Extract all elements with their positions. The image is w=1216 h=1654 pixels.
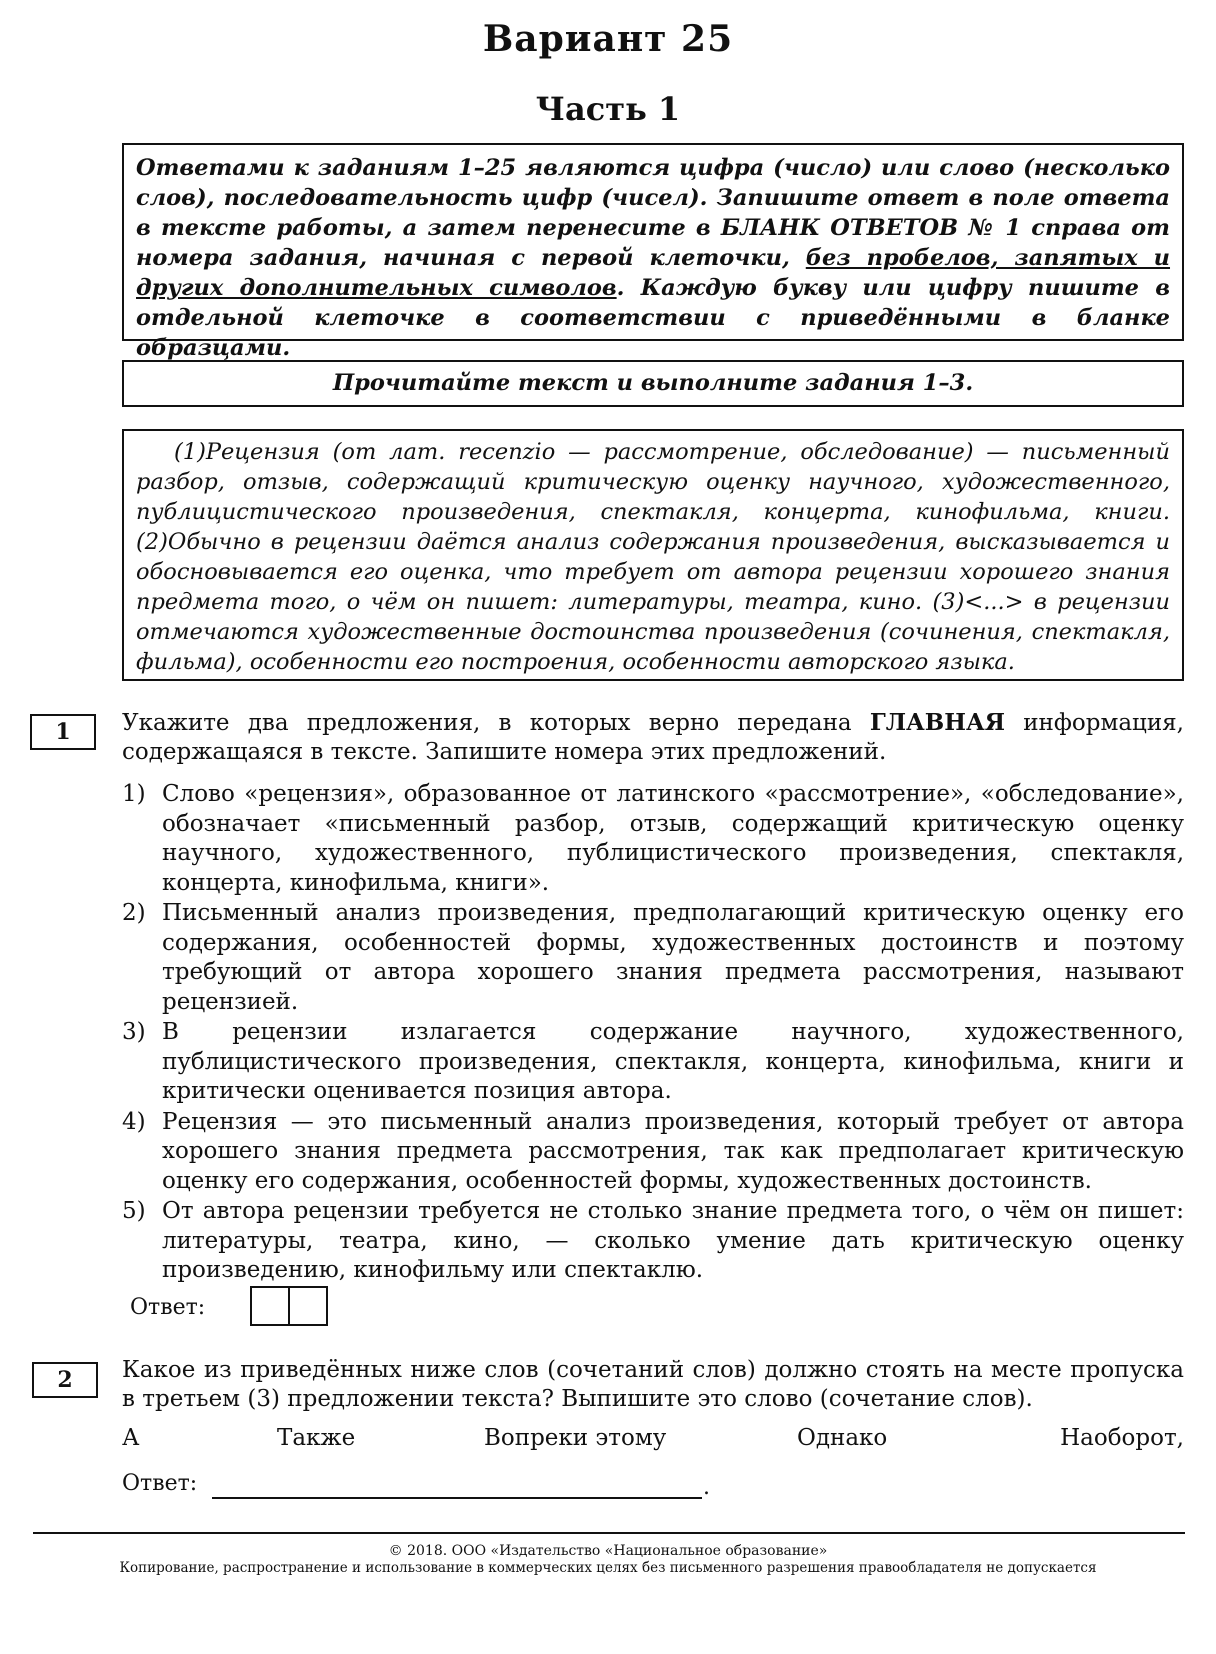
task-1-options	[122, 780, 1184, 1287]
task-1-option	[122, 1018, 1184, 1107]
option-number: 5)	[122, 1198, 146, 1224]
option-text: Слово «рецензия», образованное от латинского «рассмотрение», «обследование», обозначает «письменный разбор, отзыв, содержащий критическую оценку научного, художественного, публицистического произведения, спектакля, концерта, кинофильма, книги».	[162, 781, 1184, 896]
task-2-answer-end: .	[703, 1475, 710, 1500]
footer-divider	[33, 1532, 1185, 1534]
task-2-option: Вопреки этому	[484, 1425, 667, 1451]
task-2-number: 2	[32, 1362, 98, 1398]
part-title: Часть 1	[535, 90, 681, 128]
footer-notice: Копирование, распространение и использование в коммерческих целях без письменного разрешения правообладателя не допускается	[119, 1560, 1097, 1576]
task-1-option	[122, 1197, 1184, 1286]
task-2-option: Также	[277, 1425, 356, 1451]
task-1-prompt-end: информация, содержащаяся в тексте. Запишите номера этих предложений.	[122, 710, 1184, 765]
task-1-answer-label: Ответ:	[130, 1295, 206, 1320]
footer-copyright: © 2018. ООО «Издательство «Национальное образование»	[388, 1543, 828, 1559]
task-2-answer-label: Ответ:	[122, 1471, 198, 1496]
source-text-box	[122, 429, 1184, 681]
task-2-options	[122, 1425, 1184, 1457]
task-1-option	[122, 899, 1184, 1017]
task-1-prompt-start: Укажите два предложения, в которых верно передана	[122, 710, 870, 736]
option-number: 2)	[122, 900, 146, 926]
option-number: 3)	[122, 1019, 146, 1045]
option-number: 1)	[122, 781, 146, 807]
source-text: (1)Рецензия (от лат. recenzio — рассмотрение, обследование) — письменный разбор, отзыв, содержащий критическую оценку научного, художественного, публицистического произведения, спектакля, концерта, кинофильма, книги. (2)Обычно в рецензии даётся анализ содержания произведения, высказывается и обосновывается его оценка, что требует от автора рецензии хорошего знания предмета того, о чём он пишет: литературы, театра, кино. (3)<...> в рецензии отмечаются художественные достоинства произведения (сочинения, спектакля, фильма), особенности его построения, особенности авторского языка.	[136, 439, 1170, 675]
instructions-box	[122, 143, 1184, 361]
task-1-answer-cells[interactable]	[250, 1286, 330, 1326]
instructions-text-end: . Каждую букву или цифру пишите в отдельной клеточке в соответствии с приведёнными в бланке образцами.	[136, 275, 1170, 361]
read-prompt: Прочитайте текст и выполните задания 1–3.	[332, 370, 974, 396]
instructions-underlined: без пробелов, запятых и других дополнительных символов	[136, 245, 1171, 301]
option-text: От автора рецензии требуется не столько знание предмета того, о чём он пишет: литературы, театра, кино, — сколько умение дать критическую оценку произведению, кинофильму или спектаклю.	[162, 1198, 1184, 1283]
answer-cell[interactable]	[288, 1286, 328, 1326]
option-number: 4)	[122, 1108, 146, 1135]
task-1-option	[122, 780, 1184, 898]
task-2-prompt: Какое из приведённых ниже слов (сочетаний слов) должно стоять на месте пропуска в третьем (3) предложении текста? Выпишите это слово (сочетание слов).	[122, 1357, 1184, 1412]
task-1-option	[122, 1108, 1184, 1197]
task-1-number: 1	[30, 714, 96, 750]
task-2-option: Наоборот,	[1060, 1425, 1184, 1451]
task-2-answer-line[interactable]	[212, 1497, 702, 1499]
task-1-prompt	[122, 708, 1184, 767]
option-text: Письменный анализ произведения, предполагающий критическую оценку его содержания, особенностей формы, художественных достоинств и поэтому требующий от автора хорошего знания предмета рассмотрения, называют рецензией.	[162, 900, 1184, 1015]
task-1-prompt-bold: ГЛАВНАЯ	[869, 709, 1005, 736]
task-2-option: Однако	[797, 1425, 888, 1451]
answer-cell[interactable]	[250, 1286, 290, 1326]
variant-title: Вариант 25	[482, 18, 734, 60]
read-prompt-box	[122, 360, 1184, 407]
instructions-text: Ответами к заданиям 1–25 являются цифра (число) или слово (несколько слов), последовательность цифр (чисел). Запишите ответ в поле ответа в тексте работы, а затем перенесите в БЛАНК ОТВЕТОВ № 1 справа от номера задания, начиная с первой клеточки,	[136, 155, 1170, 271]
task-2-option: А	[122, 1425, 140, 1451]
option-text: В рецензии излагается содержание научного, художественного, публицистического произведения, спектакля, концерта, кинофильма, книги и критически оценивается позиция автора.	[162, 1019, 1184, 1104]
option-text: Рецензия — это письменный анализ произведения, который требует от автора хорошего знания предмета рассмотрения, так как предполагает критическую оценку его содержания, особенностей формы, художественных достоинств.	[162, 1108, 1184, 1194]
